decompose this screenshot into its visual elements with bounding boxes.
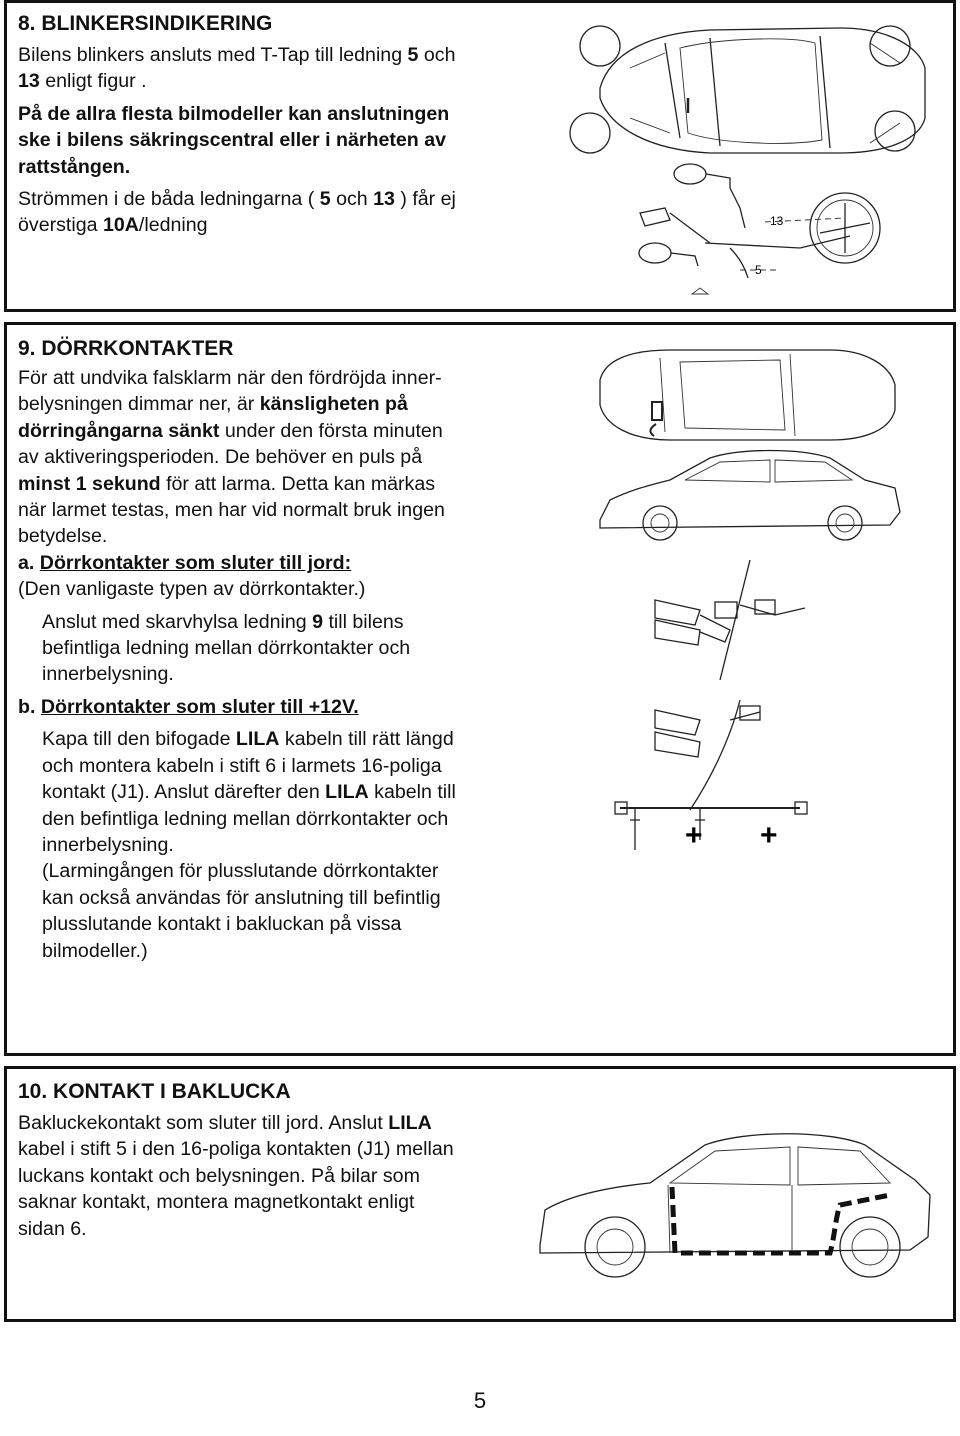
splice-connector-icon: [715, 602, 737, 618]
door-contact-figure: [590, 340, 920, 860]
section-8-heading: 8. BLINKERSINDIKERING: [18, 12, 273, 35]
section-9-text: [18, 335, 598, 964]
steering-wheel-icon: [810, 193, 880, 263]
plus-sign-1: +: [685, 819, 703, 852]
section-8-p1: Bilens blinkers ansluts med T-Tap till ledning 5 och 13 enligt figur .: [18, 44, 456, 93]
car-side-view-icon: [600, 451, 900, 541]
section-10-heading: 10. KONTAKT I BAKLUCKA: [18, 1080, 291, 1103]
front-right-blinker-circle: [570, 113, 610, 153]
wire-label-13: 13: [770, 214, 784, 228]
front-left-blinker-circle: [580, 26, 620, 66]
car-side-view-large-icon: [540, 1134, 930, 1277]
section-10-body: Bakluckekontakt som sluter till jord. Anslut LILA kabel i stift 5 i den 16-poliga kontakten (J1) mellan luckans kontakt och belysningen. På bilar som saknar kontakt, montera magnetkontakt enligt sidan 6.: [18, 1112, 454, 1240]
crimp-pliers-icon-2: [655, 710, 700, 757]
wire-label-5: 5: [755, 263, 762, 277]
page-number: 5: [473, 1388, 487, 1413]
t-tap-connector-icon: [640, 188, 850, 278]
rear-left-blinker-circle: [870, 26, 910, 66]
car-top-view-icon: [600, 28, 925, 153]
section-8-p2: På de allra flesta bilmodeller kan anslutningen ske i bilens säkringscentral eller i närheten av rattstången.: [18, 102, 450, 178]
bulb-icon: [639, 164, 730, 266]
section-9b-body: Kapa till den bifogade LILA kabeln till rätt längd och montera kabeln i stift 6 i larmets 16-poliga kontakt (J1). Anslut därefter den LILA kabeln till den befintliga ledning mellan dörrkontakter och innerbelysning. (Larmingången för plusslutande dörrkontakter kan också användas för anslutning till befintlig plusslutande kontakt i bakluckan på vissa bilmodeller.): [42, 728, 456, 962]
section-8-text: [18, 10, 578, 239]
door-switch-icon-1: [630, 808, 640, 850]
section-9-intro: För att undvika falsklarm när den fördröjda inner- belysningen dimmar ner, är känsligheten på dörringångarna sänkt under den första minuten av aktiveringsperioden. De behöver en puls på minst 1 sekund för att larma. Detta kan märkas när larmet testas, men har vid normalt bruk ingen betydelse.: [18, 367, 445, 548]
section-9b-title: b. Dörrkontakter som sluter till +12V.: [18, 695, 359, 718]
blinker-wiring-figure: [570, 8, 950, 308]
crimp-pliers-icon: [655, 600, 730, 645]
section-8-p3: Strömmen i de båda ledningarna ( 5 och 13 ) får ej överstiga 10A/ledning: [18, 188, 456, 237]
section-9a-body: Anslut med skarvhylsa ledning 9 till bilens befintliga ledning mellan dörrkontakter och innerbelysning.: [42, 610, 411, 686]
section-10-text: [18, 1078, 538, 1242]
section-9-heading: 9. DÖRRKONTAKTER: [18, 337, 234, 360]
section-9a-title: a. Dörrkontakter som sluter till jord:: [18, 551, 352, 574]
car-top-view-small-icon: [600, 350, 895, 440]
section-9a-note: (Den vanligaste typen av dörrkontakter.): [18, 578, 366, 601]
trunk-contact-figure: [530, 1125, 935, 1290]
plus-sign-2: +: [760, 819, 778, 852]
